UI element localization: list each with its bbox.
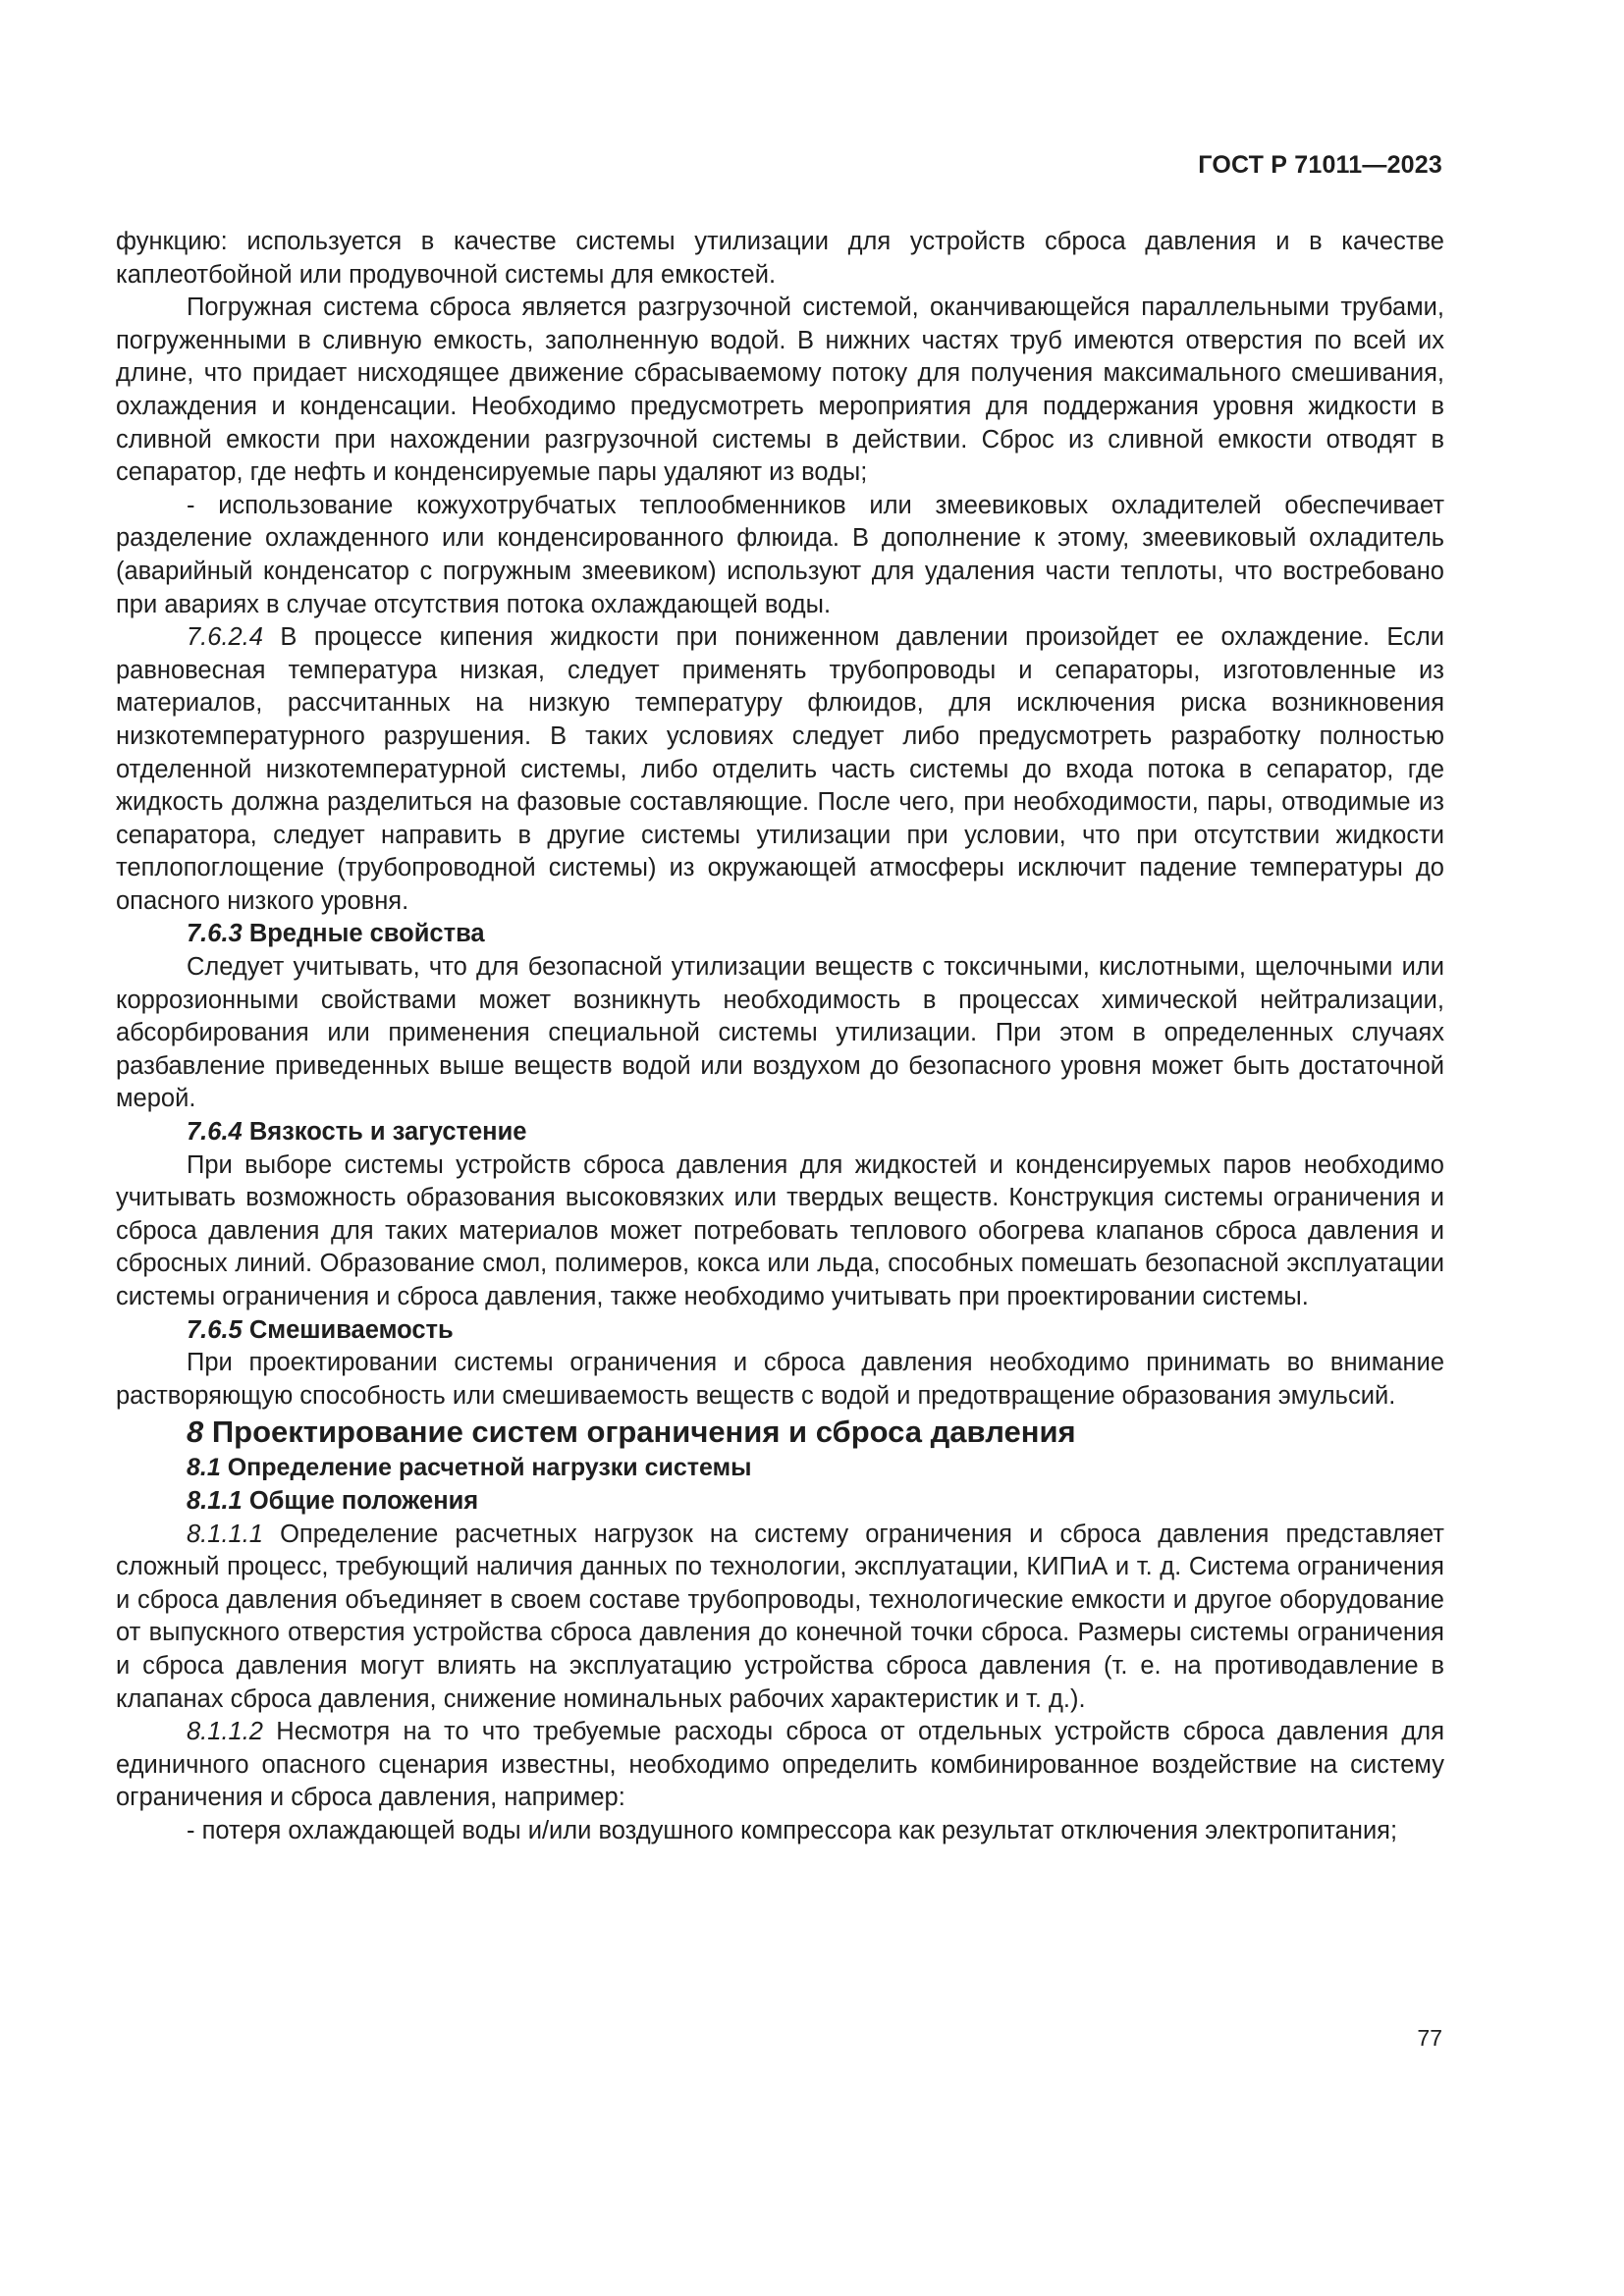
clause-number: 7.6.2.4 — [187, 623, 263, 652]
clause-number: 7.6.4 — [187, 1118, 243, 1147]
clause-heading — [116, 918, 1444, 951]
clause-number: 8.1.1 — [187, 1486, 243, 1515]
clause-heading — [116, 1116, 1444, 1149]
clause-title: Общие положения — [248, 1486, 479, 1515]
clause-number: 7.6.3 — [187, 920, 243, 948]
subsection-title: Определение расчетной нагрузки системы — [227, 1454, 752, 1482]
paragraph — [116, 621, 1444, 918]
paragraph — [116, 1519, 1444, 1717]
clause-text: Несмотря на то что требуемые расходы сброса от отдельных устройств сброса давления для единичного опасного сценария известны, необходимо определить комбинированное воздействие на систему ограничения и сброса давления, например: — [116, 1718, 1444, 1812]
clause-heading — [116, 1485, 1444, 1519]
clause-number: 8.1.1.1 — [187, 1520, 263, 1548]
clause-text: Определение расчетных нагрузок на систему ограничения и сброса давления представляет сложный процесс, требующий наличия данных по технологии, эксплуатации, КИПиА и т. д. Система ограничения и сброса давления объединяет в своем составе трубопроводы, технологические емкости и другое оборудование от выпускного отверстия устройства сброса давления до конечной точки сброса. Размеры системы ограничения и сброса давления могут влиять на эксплуатацию устройства сброса давления (т. е. на противодавление в клапанах сброса давления, снижение номинальных рабочих характеристик и т. д.). — [116, 1520, 1444, 1713]
paragraph: При выборе системы устройств сброса давления для жидкостей и конденсируемых паров необходимо учитывать возможность образования высоковязких или твердых веществ. Конструкция системы ограничения и сброса давления для таких материалов может потребовать теплового обогрева клапанов сброса давления и сбросных линий. Образование смол, полимеров, кокса или льда, способных помешать безопасной эксплуатации системы ограничения и сброса давления, также необходимо учитывать при проектировании системы. — [116, 1150, 1444, 1310]
subsection-number: 8.1 — [187, 1454, 221, 1482]
section-number: 8 — [187, 1415, 204, 1450]
subsection-heading — [116, 1452, 1444, 1485]
clause-heading — [116, 1314, 1444, 1348]
paragraph — [116, 1716, 1444, 1815]
clause-title: Смешиваемость — [248, 1315, 454, 1344]
paragraph: При проектировании системы ограничения и сброса давления необходимо принимать во внимание растворяющую способность или смешиваемость веществ с водой и предотвращение образования эмульсий. — [116, 1349, 1444, 1410]
list-item: - использование кожухотрубчатых теплообменников или змеевиковых охладителей обеспечивает разделение охлажденного или конденсированного флюида. В дополнение к этому, змеевиковый охладитель (аварийный конденсатор с погружным змеевиком) используют для удаления части теплоты, что востребовано при авариях в случае отсутствия потока охлаждающей воды. — [116, 491, 1444, 618]
paragraph: функцию: используется в качестве системы утилизации для устройств сброса давления и в качестве каплеотбойной или продувочной системы для емкостей. — [116, 228, 1444, 289]
page-body — [116, 226, 1444, 1848]
page-number: 77 — [1417, 2025, 1442, 2051]
clause-number: 8.1.1.2 — [187, 1718, 263, 1746]
document-code: ГОСТ Р 71011—2023 — [1198, 151, 1442, 179]
paragraph: Следует учитывать, что для безопасной утилизации веществ с токсичными, кислотными, щелочными или коррозионными свойствами может возникнуть необходимость в процессах химической нейтрализации, абсорбирования или применения специальной системы утилизации. При этом в определенных случаях разбавление приведенных выше веществ водой или воздухом до безопасного уровня может быть достаточной мерой. — [116, 953, 1444, 1113]
list-item: - потеря охлаждающей воды и/или воздушного компрессора как результат отключения электропитания; — [187, 1816, 1398, 1844]
clause-title: Вязкость и загустение — [248, 1118, 527, 1147]
clause-text: В процессе кипения жидкости при пониженном давлении произойдет ее охлаждение. Если равновесная температура низкая, следует применять трубопроводы и сепараторы, изготовленные из материалов, рассчитанных на низкую температуру флюидов, для исключения риска возникновения низкотемпературного разрушения. В таких условиях следует либо предусмотреть разработку полностью отделенной низкотемпературной системы, либо отделить часть системы до входа потока в сепаратор, где жидкость должна разделиться на фазовые составляющие. После чего, при необходимости, пары, отводимые из сепаратора, следует направить в другие системы утилизации при условии, что при отсутствии жидкости теплопоглощение (трубопроводной системы) из окружающей атмосферы исключит падение температуры до опасного низкого уровня. — [116, 623, 1444, 915]
paragraph: Погружная система сброса является разгрузочной системой, оканчивающейся параллельными трубами, погруженными в сливную емкость, заполненную водой. В нижних частях труб имеются отверстия по всей их длине, что придает нисходящее движение сбрасываемому потоку для получения максимального смешивания, охлаждения и конденсации. Необходимо предусмотреть мероприятия для поддержания уровня жидкости в сливной емкости при нахождении разгрузочной системы в действии. Сброс из сливной емкости отводят в сепаратор, где нефть и конденсируемые пары удаляют из воды; — [116, 294, 1444, 487]
section-heading — [116, 1413, 1444, 1452]
clause-title: Вредные свойства — [248, 920, 485, 948]
section-title: Проектирование систем ограничения и сброса давления — [211, 1415, 1076, 1450]
clause-number: 7.6.5 — [187, 1315, 243, 1344]
